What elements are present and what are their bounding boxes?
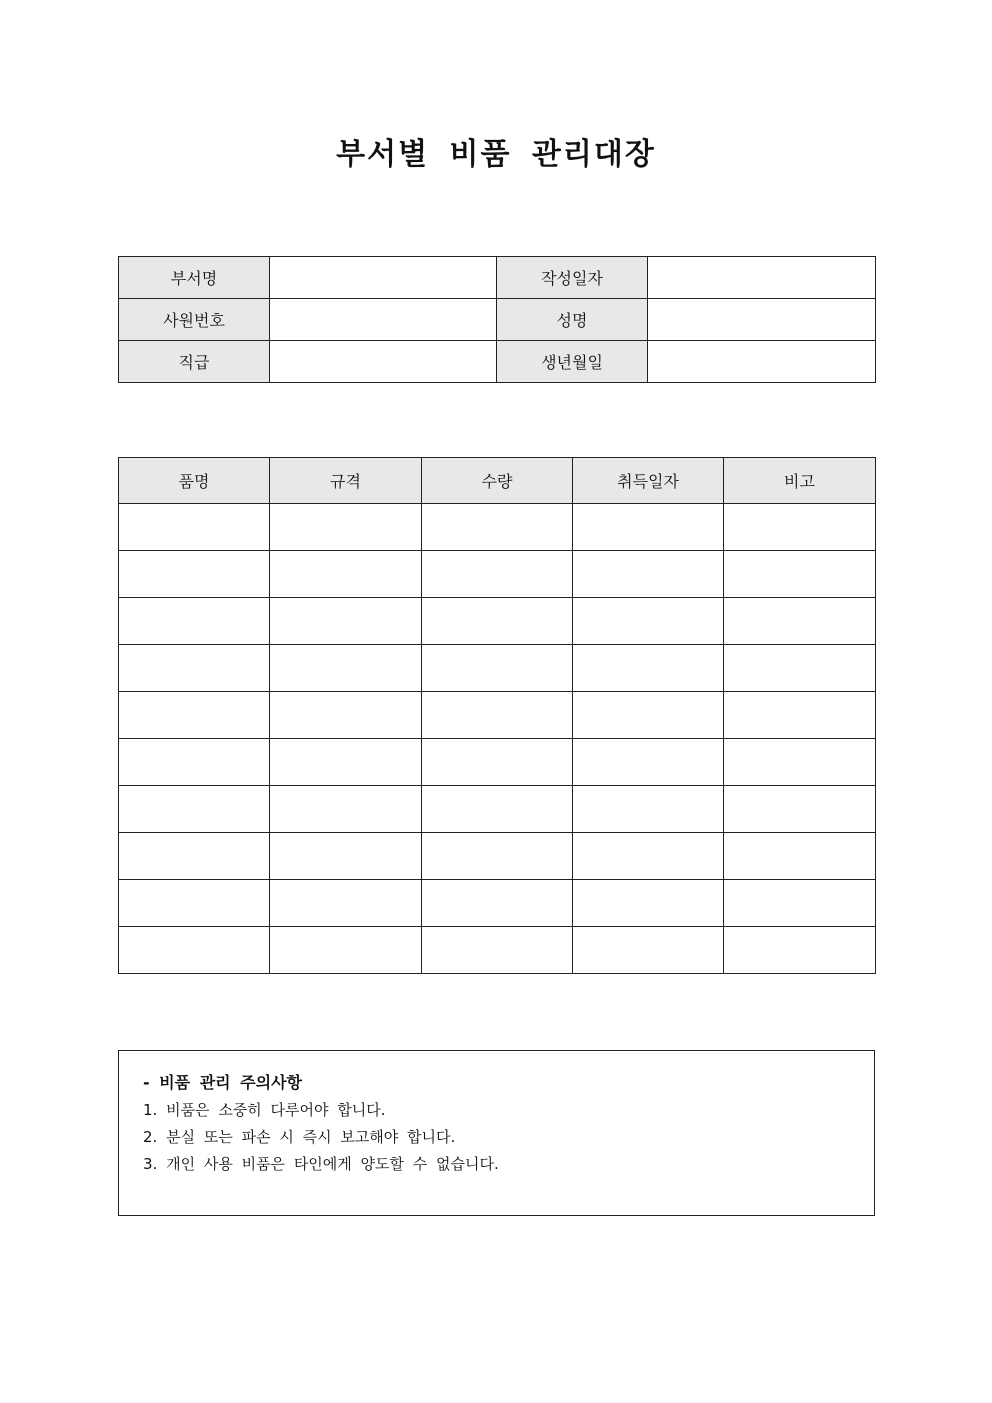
- notes-line-2: 2. 분실 또는 파손 시 즉시 보고해야 합니다.: [143, 1128, 456, 1146]
- table-row: [119, 833, 876, 880]
- cell-acquired-date[interactable]: [573, 927, 724, 974]
- name-value-cell[interactable]: [648, 299, 876, 341]
- cell-item-name[interactable]: [119, 645, 270, 692]
- cell-spec[interactable]: [270, 645, 422, 692]
- table-row: [119, 786, 876, 833]
- birth-date-label: 생년월일: [497, 341, 648, 383]
- cell-acquired-date[interactable]: [573, 598, 724, 645]
- cell-remarks[interactable]: [724, 927, 876, 974]
- cell-remarks[interactable]: [724, 551, 876, 598]
- notes-line-3: 3. 개인 사용 비품은 타인에게 양도할 수 없습니다.: [143, 1155, 499, 1173]
- table-row: [119, 551, 876, 598]
- cell-quantity[interactable]: [422, 739, 573, 786]
- birth-date-value-cell[interactable]: [648, 341, 876, 383]
- cell-acquired-date[interactable]: [573, 739, 724, 786]
- cell-quantity[interactable]: [422, 504, 573, 551]
- cell-acquired-date[interactable]: [573, 833, 724, 880]
- cell-remarks[interactable]: [724, 504, 876, 551]
- cell-quantity[interactable]: [422, 833, 573, 880]
- cell-quantity[interactable]: [422, 880, 573, 927]
- notes-box: [118, 1050, 875, 1216]
- cell-remarks[interactable]: [724, 645, 876, 692]
- column-header-item-name: 품명: [119, 458, 270, 504]
- column-header-quantity: 수량: [422, 458, 573, 504]
- cell-acquired-date[interactable]: [573, 786, 724, 833]
- cell-item-name[interactable]: [119, 598, 270, 645]
- cell-spec[interactable]: [270, 833, 422, 880]
- table-row: [119, 504, 876, 551]
- cell-remarks[interactable]: [724, 692, 876, 739]
- table-row: [119, 645, 876, 692]
- cell-item-name[interactable]: [119, 504, 270, 551]
- cell-spec[interactable]: [270, 739, 422, 786]
- cell-acquired-date[interactable]: [573, 692, 724, 739]
- table-row: [119, 598, 876, 645]
- column-header-acquired-date: 취득일자: [573, 458, 724, 504]
- cell-quantity[interactable]: [422, 927, 573, 974]
- written-date-label: 작성일자: [497, 257, 648, 299]
- cell-spec[interactable]: [270, 504, 422, 551]
- written-date-value-cell[interactable]: [648, 257, 876, 299]
- notes-title: - 비품 관리 주의사항: [143, 1073, 302, 1092]
- info-row-department: [119, 257, 876, 299]
- cell-spec[interactable]: [270, 880, 422, 927]
- cell-item-name[interactable]: [119, 833, 270, 880]
- cell-acquired-date[interactable]: [573, 551, 724, 598]
- cell-item-name[interactable]: [119, 692, 270, 739]
- table-row: [119, 692, 876, 739]
- column-header-spec: 규격: [270, 458, 422, 504]
- cell-quantity[interactable]: [422, 692, 573, 739]
- cell-quantity[interactable]: [422, 551, 573, 598]
- table-row: [119, 927, 876, 974]
- cell-acquired-date[interactable]: [573, 880, 724, 927]
- cell-remarks[interactable]: [724, 598, 876, 645]
- table-row: [119, 880, 876, 927]
- position-value-cell[interactable]: [270, 341, 497, 383]
- notes-content: [143, 1069, 854, 1178]
- cell-spec[interactable]: [270, 786, 422, 833]
- position-label: 직급: [119, 341, 270, 383]
- employee-info-table: [118, 256, 876, 383]
- cell-item-name[interactable]: [119, 880, 270, 927]
- equipment-items-table: [118, 457, 876, 974]
- department-label: 부서명: [119, 257, 270, 299]
- cell-remarks[interactable]: [724, 833, 876, 880]
- notes-line-1: 1. 비품은 소중히 다루어야 합니다.: [143, 1101, 386, 1119]
- cell-spec[interactable]: [270, 692, 422, 739]
- cell-quantity[interactable]: [422, 598, 573, 645]
- info-row-employee-number: [119, 299, 876, 341]
- items-table-body: [119, 504, 876, 974]
- employee-number-value-cell[interactable]: [270, 299, 497, 341]
- cell-item-name[interactable]: [119, 551, 270, 598]
- page-title: 부서별 비품 관리대장: [336, 137, 656, 172]
- cell-quantity[interactable]: [422, 645, 573, 692]
- name-label: 성명: [497, 299, 648, 341]
- cell-spec[interactable]: [270, 551, 422, 598]
- table-row: [119, 739, 876, 786]
- cell-acquired-date[interactable]: [573, 645, 724, 692]
- cell-quantity[interactable]: [422, 786, 573, 833]
- cell-item-name[interactable]: [119, 739, 270, 786]
- cell-item-name[interactable]: [119, 786, 270, 833]
- cell-spec[interactable]: [270, 927, 422, 974]
- items-header-row: [119, 458, 876, 504]
- employee-number-label: 사원번호: [119, 299, 270, 341]
- cell-remarks[interactable]: [724, 880, 876, 927]
- info-row-position: [119, 341, 876, 383]
- cell-spec[interactable]: [270, 598, 422, 645]
- column-header-remarks: 비고: [724, 458, 876, 504]
- cell-remarks[interactable]: [724, 786, 876, 833]
- cell-acquired-date[interactable]: [573, 504, 724, 551]
- department-value-cell[interactable]: [270, 257, 497, 299]
- cell-remarks[interactable]: [724, 739, 876, 786]
- cell-item-name[interactable]: [119, 927, 270, 974]
